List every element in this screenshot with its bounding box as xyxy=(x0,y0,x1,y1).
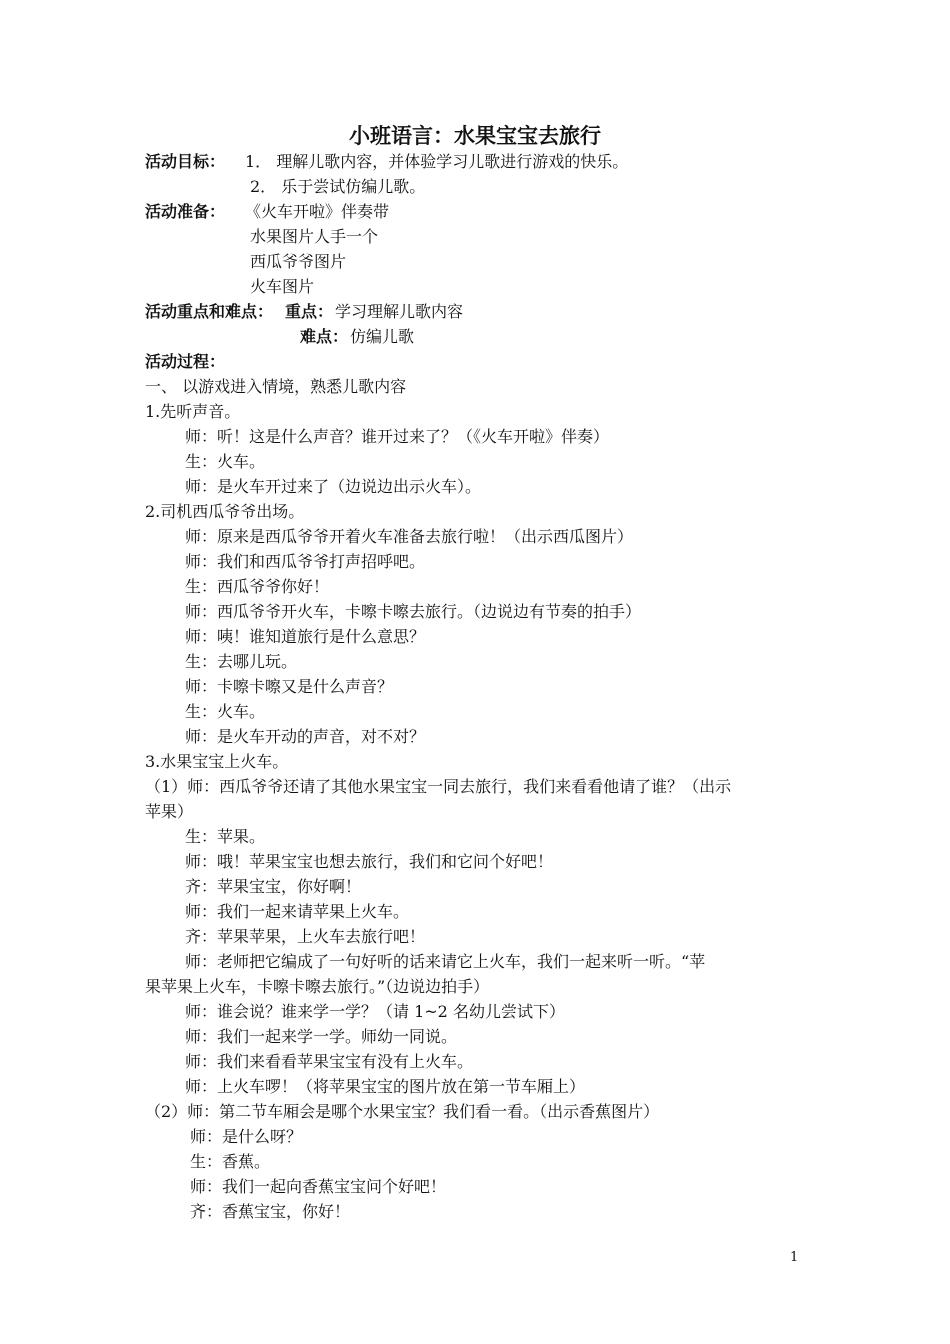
dialogue-line: 生：香蕉。 xyxy=(190,1152,271,1171)
key-point-text: 学习理解儿歌内容 xyxy=(335,302,464,321)
step-heading-1: 1.先听声音。 xyxy=(145,402,241,421)
dialogue-line: 师：上火车啰！（将苹果宝宝的图片放在第一节车厢上） xyxy=(185,1077,586,1096)
dialogue-line: 生：火车。 xyxy=(185,452,266,471)
prep-item-4: 火车图片 xyxy=(250,277,315,296)
paragraph-line: （2）师：第二节车厢会是哪个水果宝宝？我们看一看。（出示香蕉图片） xyxy=(145,1102,660,1121)
dialogue-line: 师：卡嚓卡嚓又是什么声音？ xyxy=(185,677,394,696)
dialogue-line: 师：是什么呀？ xyxy=(190,1127,303,1146)
dialogue-line: 生：火车。 xyxy=(185,702,266,721)
difficulty-label: 难点： xyxy=(300,327,349,346)
dialogue-line: 齐：香蕉宝宝，你好！ xyxy=(190,1202,351,1221)
dialogue-line: 师：我们和西瓜爷爷打声招呼吧。 xyxy=(185,552,426,571)
dialogue-line: 师：西瓜爷爷开火车，卡嚓卡嚓去旅行。（边说边有节奏的拍手） xyxy=(185,602,642,621)
dialogue-line: 师：哦！苹果宝宝也想去旅行，我们和它问个好吧！ xyxy=(185,852,554,871)
step-heading-3: 3.水果宝宝上火车。 xyxy=(145,752,289,771)
paragraph-line: 苹果） xyxy=(145,802,194,821)
dialogue-line: 师：咦！谁知道旅行是什么意思？ xyxy=(185,627,426,646)
dialogue-line: 生：去哪儿玩。 xyxy=(185,652,298,671)
dialogue-line: 师：原来是西瓜爷爷开着火车准备去旅行啦！（出示西瓜图片） xyxy=(185,527,634,546)
focus-label: 活动重点和难点： xyxy=(145,302,274,321)
goal-item-2: 2． 乐于尝试仿编儿歌。 xyxy=(250,177,426,196)
goals-label: 活动目标： xyxy=(145,152,226,171)
dialogue-line: 师：我们一起向香蕉宝宝问个好吧！ xyxy=(190,1177,447,1196)
dialogue-line: 师：谁会说？谁来学一学？（请 1~2 名幼儿尝试下） xyxy=(185,1002,565,1021)
section-heading-1: 一、 以游戏进入情境，熟悉儿歌内容 xyxy=(145,377,407,396)
page-number: 1 xyxy=(790,1250,799,1265)
dialogue-line: 师：我们一起来学一学。师幼一同说。 xyxy=(185,1027,458,1046)
dialogue-line: 师：我们一起来请苹果上火车。 xyxy=(185,902,410,921)
dialogue-line: 师：是火车开过来了（边说边出示火车）。 xyxy=(185,477,482,496)
dialogue-line: 师：听！这是什么声音？谁开过来了？（《火车开啦》伴奏） xyxy=(185,427,610,446)
dialogue-line: 生：西瓜爷爷你好！ xyxy=(185,577,330,596)
dialogue-line: 齐：苹果宝宝，你好啊！ xyxy=(185,877,362,896)
dialogue-line: 师：是火车开动的声音，对不对？ xyxy=(185,727,426,746)
key-point-label: 重点： xyxy=(285,302,334,321)
difficulty-text: 仿编儿歌 xyxy=(350,327,415,346)
dialogue-line: 果苹果上火车，卡嚓卡嚓去旅行。”（边说边拍手） xyxy=(145,977,490,996)
prep-item-1: 《火车开啦》伴奏带 xyxy=(245,202,390,221)
prep-item-3: 西瓜爷爷图片 xyxy=(250,252,347,271)
dialogue-line: 生：苹果。 xyxy=(185,827,266,846)
process-label: 活动过程： xyxy=(145,352,226,371)
dialogue-line: 师：我们来看看苹果宝宝有没有上火车。 xyxy=(185,1052,474,1071)
goal-item-1: 1． 理解儿歌内容，并体验学习儿歌进行游戏的快乐。 xyxy=(245,152,629,171)
dialogue-line: 齐：苹果苹果，上火车去旅行吧！ xyxy=(185,927,426,946)
prep-item-2: 水果图片人手一个 xyxy=(250,227,379,246)
dialogue-line: 师：老师把它编成了一句好听的话来请它上火车，我们一起来听一听。“苹 xyxy=(185,952,706,971)
step-heading-2: 2.司机西瓜爷爷出场。 xyxy=(145,502,305,521)
document-title: 小班语言：水果宝宝去旅行 xyxy=(349,124,601,148)
paragraph-line: （1）师：西瓜爷爷还请了其他水果宝宝一同去旅行，我们来看看他请了谁？（出示 xyxy=(145,777,732,796)
prep-label: 活动准备： xyxy=(145,202,226,221)
